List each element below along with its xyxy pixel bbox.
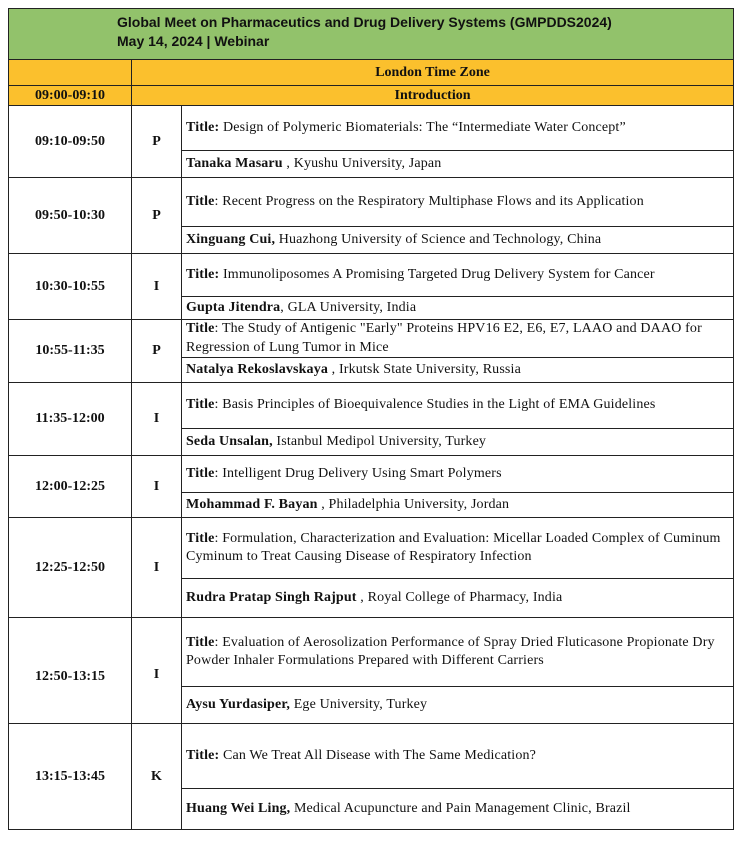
speaker-affiliation: , GLA University, India	[280, 299, 417, 315]
title-label: Title	[186, 321, 215, 336]
session-type: K	[132, 724, 182, 830]
speaker-cell	[182, 789, 734, 830]
speaker-affiliation: , Kyushu University, Japan	[282, 155, 442, 171]
timezone-label: London Time Zone	[132, 60, 734, 86]
speaker-cell	[182, 358, 734, 383]
session-title: Can We Treat All Disease with The Same Medication?	[222, 747, 536, 763]
session-row	[9, 456, 734, 493]
session-title-cell: Title: Intelligent Drug Delivery Using Smart Polymers	[182, 456, 734, 493]
speaker-name: Mohammad F. Bayan	[186, 496, 318, 512]
session-title-cell: Title: Design of Polymeric Biomaterials: The “Intermediate Water Concept”	[182, 106, 734, 151]
session-row	[9, 383, 734, 429]
session-row	[9, 254, 734, 297]
event-date: May 14, 2024 | Webinar	[117, 33, 270, 49]
intro-label: Introduction	[132, 86, 734, 106]
timezone-blank	[9, 60, 132, 86]
agenda-sheet	[8, 8, 733, 830]
session-time: 10:30-10:55	[9, 254, 132, 320]
speaker-name: Gupta Jitendra	[186, 299, 281, 315]
intro-time: 09:00-09:10	[9, 86, 132, 106]
speaker-affiliation: Huazhong University of Science and Technology, China	[275, 231, 602, 247]
session-type: I	[132, 383, 182, 456]
session-title-cell: Title: Immunoliposomes A Promising Targeted Drug Delivery System for Cancer	[182, 254, 734, 297]
speaker-cell	[182, 297, 734, 320]
speaker-affiliation: , Philadelphia University, Jordan	[317, 496, 510, 512]
session-title-cell: Title: The Study of Antigenic "Early" Proteins HPV16 E2, E6, E7, LAAO and DAAO for Regression of Lung Tumor in Mice	[182, 320, 734, 358]
agenda-table	[8, 8, 734, 830]
session-time: 09:50-10:30	[9, 178, 132, 254]
speaker-cell	[182, 493, 734, 518]
speaker-name: Xinguang Cui,	[186, 231, 276, 247]
speaker-cell	[182, 687, 734, 724]
session-title: The Study of Antigenic "Early" Proteins HPV16 E2, E6, E7, LAAO and DAAO for Regression of Lung Tumor in Mice	[186, 321, 702, 355]
session-type: I	[132, 618, 182, 724]
speaker-name: Aysu Yurdasiper,	[186, 696, 291, 712]
session-type: P	[132, 178, 182, 254]
session-title: Immunoliposomes A Promising Targeted Drug Delivery System for Cancer	[222, 266, 655, 282]
title-label: Title	[186, 266, 215, 282]
session-title-cell: Title: Can We Treat All Disease with The Same Medication?	[182, 724, 734, 789]
event-header	[9, 9, 734, 60]
session-title: Evaluation of Aerosolization Performance of Spray Dried Fluticasone Propionate Dry Powder Inhaler Formulations Prepared with Different Carriers	[186, 634, 715, 668]
session-type: P	[132, 106, 182, 178]
title-label: Title	[186, 530, 215, 546]
session-title: Formulation, Characterization and Evaluation: Micellar Loaded Complex of Cuminum Cyminum to Treat Causing Disease of Respiratory Infection	[186, 530, 721, 564]
session-row	[9, 724, 734, 789]
session-title: Recent Progress on the Respiratory Multiphase Flows and its Application	[222, 193, 644, 209]
speaker-name: Seda Unsalan,	[186, 433, 273, 449]
session-title-cell: Title: Recent Progress on the Respiratory Multiphase Flows and its Application	[182, 178, 734, 227]
session-row	[9, 178, 734, 227]
session-title: Design of Polymeric Biomaterials: The “Intermediate Water Concept”	[222, 119, 626, 135]
speaker-affiliation: Ege University, Turkey	[290, 696, 428, 712]
title-label: Title	[186, 397, 215, 413]
session-row	[9, 518, 734, 579]
speaker-cell	[182, 227, 734, 254]
session-type: I	[132, 254, 182, 320]
session-type: I	[132, 456, 182, 518]
speaker-affiliation: Medical Acupuncture and Pain Management Clinic, Brazil	[290, 800, 631, 816]
session-title-cell: Title: Basis Principles of Bioequivalence Studies in the Light of EMA Guidelines	[182, 383, 734, 429]
title-label: Title	[186, 634, 215, 650]
session-title: Intelligent Drug Delivery Using Smart Polymers	[222, 465, 502, 481]
session-type: P	[132, 320, 182, 383]
session-row	[9, 618, 734, 687]
title-label: Title	[186, 119, 215, 135]
session-row	[9, 320, 734, 358]
speaker-affiliation: , Royal College of Pharmacy, India	[356, 589, 563, 605]
speaker-affiliation: , Irkutsk State University, Russia	[328, 361, 521, 377]
session-time: 10:55-11:35	[9, 320, 132, 383]
header-row	[9, 9, 734, 60]
session-time: 12:25-12:50	[9, 518, 132, 618]
intro-row	[9, 86, 734, 106]
speaker-name: Tanaka Masaru	[186, 155, 283, 171]
title-label: Title	[186, 747, 215, 763]
session-time: 11:35-12:00	[9, 383, 132, 456]
speaker-cell	[182, 151, 734, 178]
speaker-cell	[182, 429, 734, 456]
speaker-name: Natalya Rekoslavskaya	[186, 361, 328, 377]
session-time: 12:00-12:25	[9, 456, 132, 518]
session-title-cell: Title: Evaluation of Aerosolization Performance of Spray Dried Fluticasone Propionate Dry Powder Inhaler Formulations Prepared with Different Carriers	[182, 618, 734, 687]
speaker-cell	[182, 579, 734, 618]
session-title-cell: Title: Formulation, Characterization and Evaluation: Micellar Loaded Complex of Cuminum Cyminum to Treat Causing Disease of Respiratory Infection	[182, 518, 734, 579]
timezone-row	[9, 60, 734, 86]
title-label: Title	[186, 465, 215, 481]
event-title: Global Meet on Pharmaceutics and Drug Delivery Systems (GMPDDS2024)	[117, 14, 612, 30]
session-type: I	[132, 518, 182, 618]
session-time: 13:15-13:45	[9, 724, 132, 830]
speaker-affiliation: Istanbul Medipol University, Turkey	[272, 433, 487, 449]
speaker-name: Rudra Pratap Singh Rajput	[186, 589, 357, 605]
session-time: 09:10-09:50	[9, 106, 132, 178]
session-title: Basis Principles of Bioequivalence Studies in the Light of EMA Guidelines	[222, 397, 656, 413]
session-row	[9, 106, 734, 151]
speaker-name: Huang Wei Ling,	[186, 800, 291, 816]
title-label: Title	[186, 193, 215, 209]
session-time: 12:50-13:15	[9, 618, 132, 724]
